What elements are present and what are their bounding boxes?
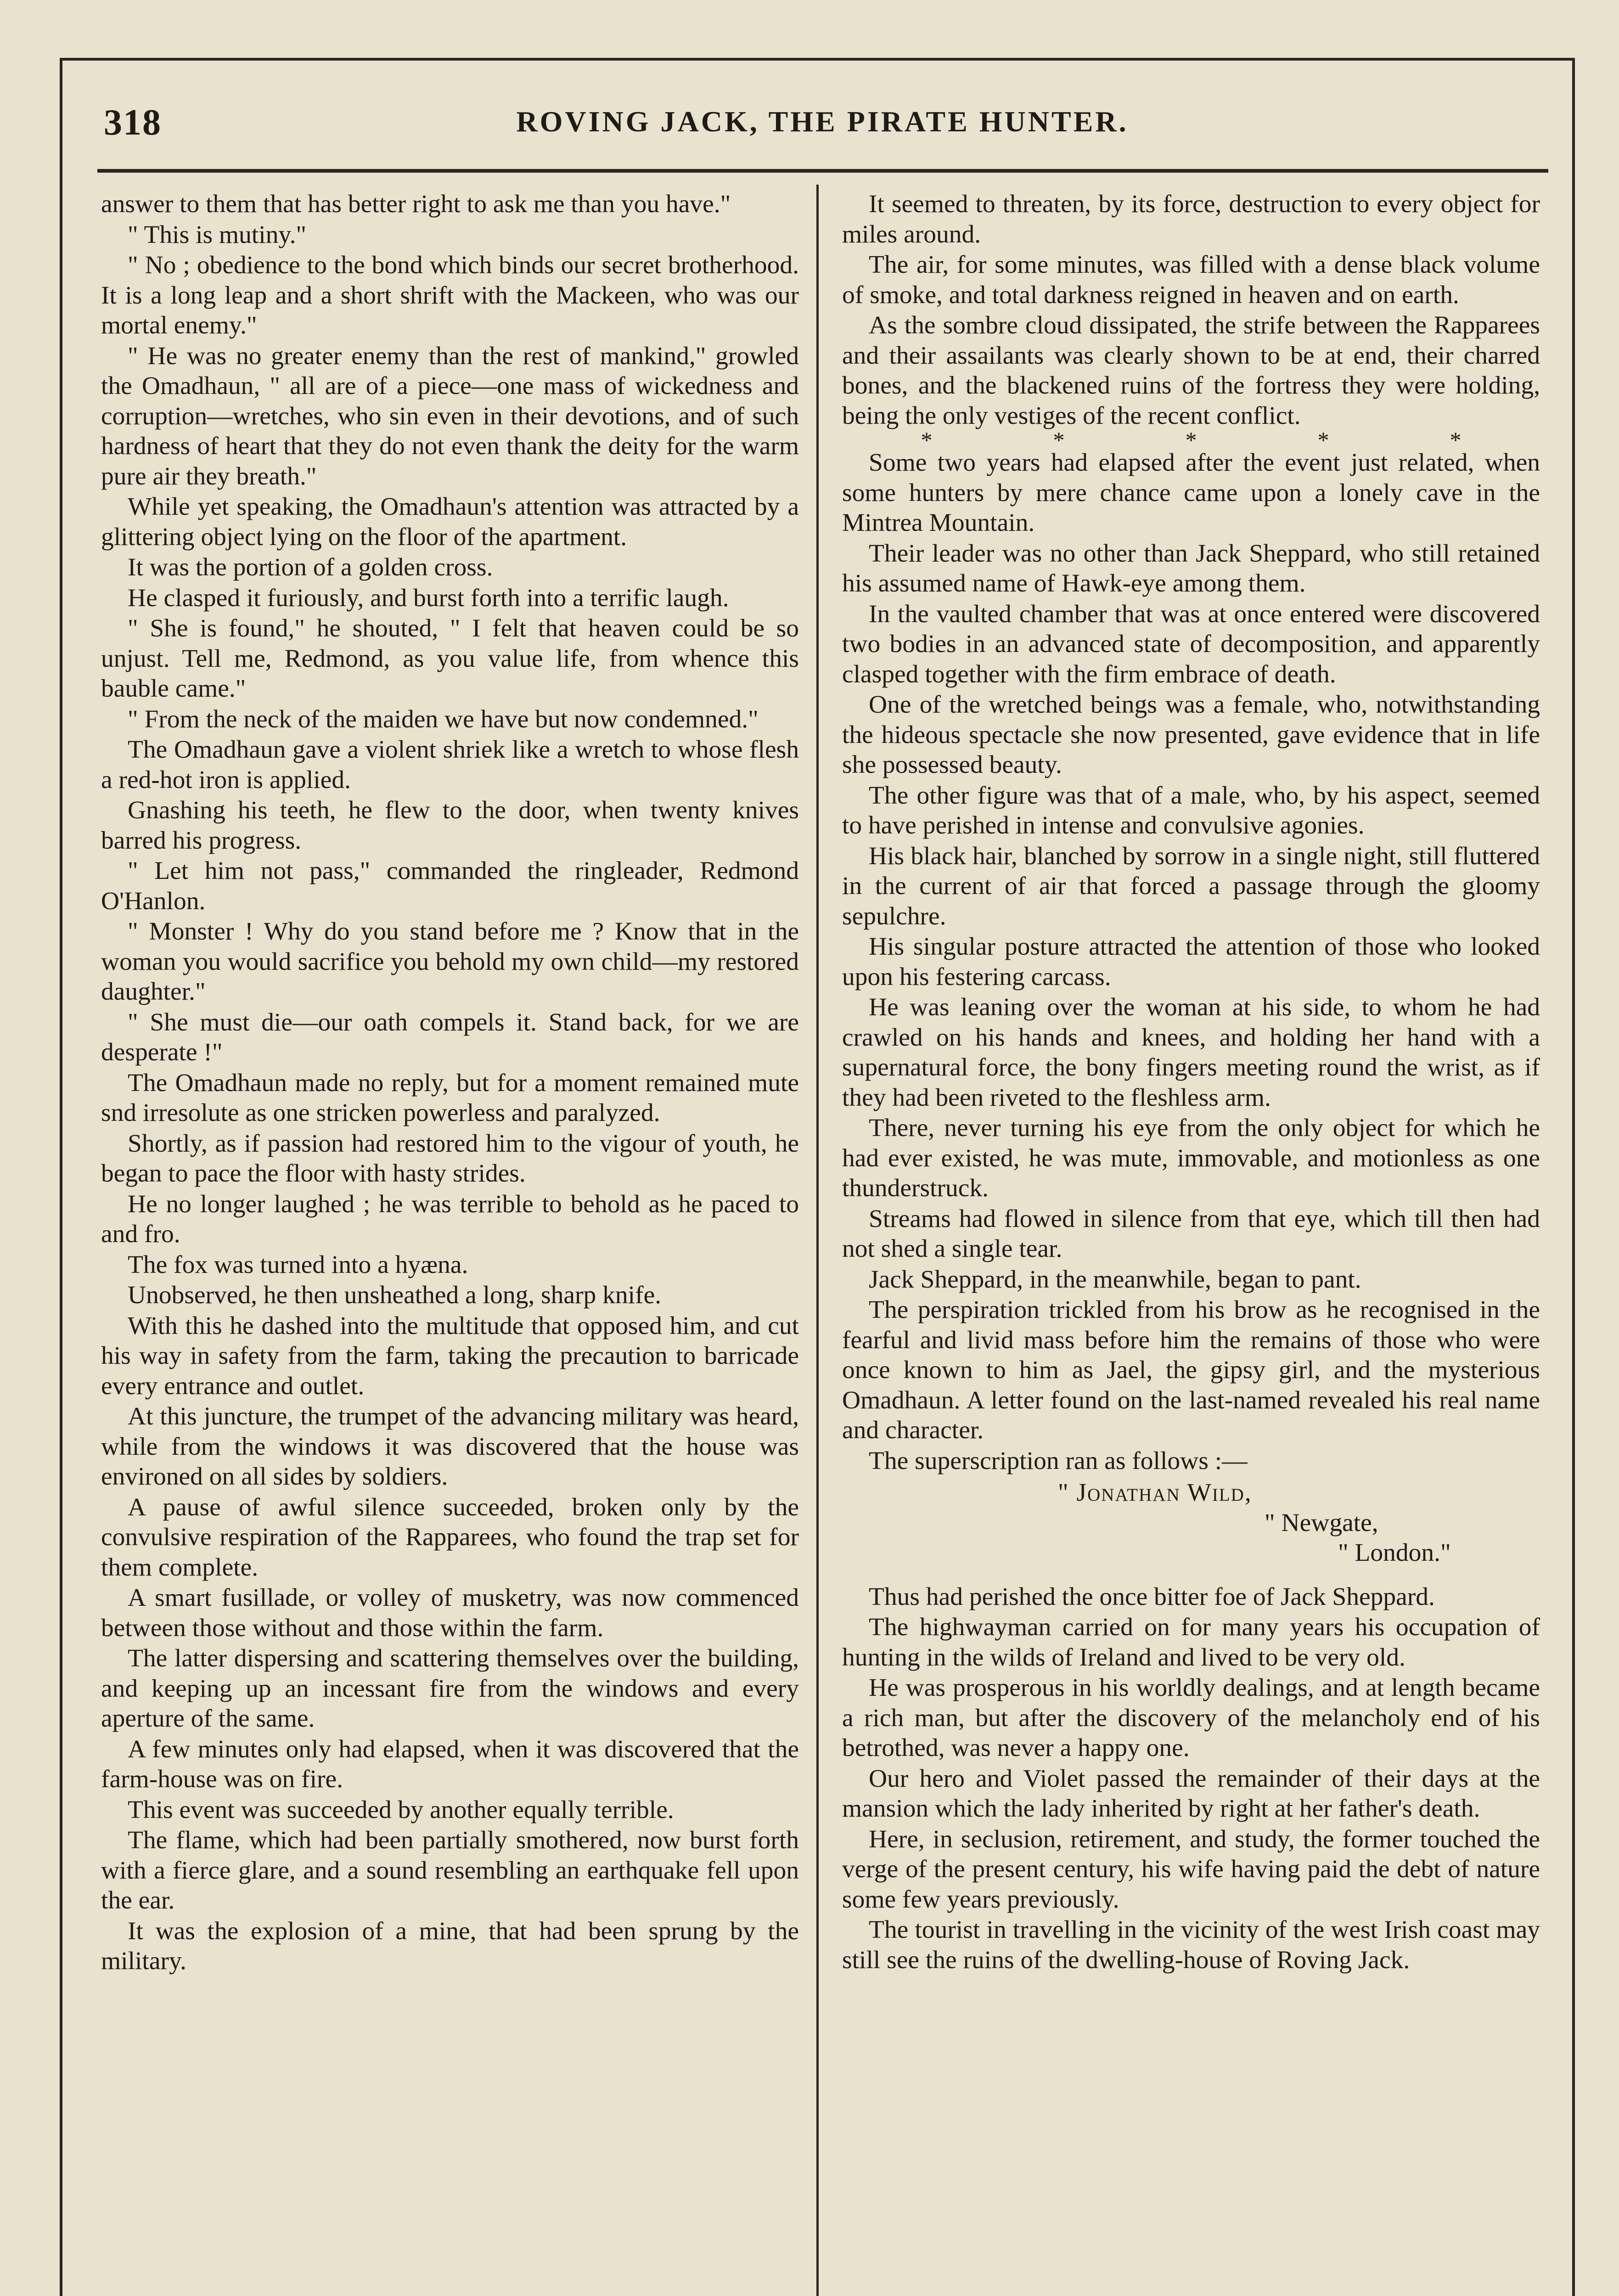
paragraph: Streams had flowed in silence from that eye, which till then had not shed a single tear. [842,1204,1540,1263]
paragraph: Our hero and Violet passed the remainder of their days at the mansion which the lady inherited by right at her father's death. [842,1764,1540,1823]
page-number: 318 [104,102,162,143]
paragraph: " This is mutiny." [128,220,307,249]
paragraph: " She is found," he shouted, " I felt that heaven could be so unjust. Tell me, Redmond, as you value life, from whence this bauble came." [101,614,799,703]
paragraph: It seemed to threaten, by its force, destruction to every object for miles around. [842,190,1540,248]
page-frame [60,58,1575,2296]
paragraph: While yet speaking, the Omadhaun's attention was attracted by a glittering object lying on the floor of the apartment. [101,493,799,551]
paragraph: Shortly, as if passion had restored him to the vigour of youth, he began to pace the floor with hasty strides. [101,1129,799,1187]
paragraph: In the vaulted chamber that was at once entered were discovered two bodies in an advanced state of decomposition, and apparently clasped together with the firm embrace of death. [842,600,1540,688]
paragraph: A pause of awful silence succeeded, broken only by the convulsive respiration of the Rapparees, who found the trap set for them complete. [101,1493,799,1581]
paragraph: Unobserved, he then unsheathed a long, sharp knife. [128,1281,662,1309]
paragraph: The Omadhaun gave a violent shriek like a wretch to whose flesh a red-hot iron is applied. [101,736,799,794]
paragraph: As the sombre cloud dissipated, the strife between the Rapparees and their assailants was clearly shown to be at end, their charred bones, and the blackened ruins of the fortress they were holding, being the only vestiges of the recent conflict. [842,311,1540,430]
paragraph: The highwayman carried on for many years his occupation of hunting in the wilds of Ireland and lived to be very old. [842,1613,1540,1671]
paragraph: " Monster ! Why do you stand before me ? Know that in the woman you would sacrifice you behold my own child—my restored daughter." [101,917,799,1006]
paragraph: The tourist in travelling in the vicinity of the west Irish coast may still see the ruins of the dwelling-house of Roving Jack. [842,1916,1540,1974]
paragraph: answer to them that has better right to ask me than you have." [101,190,731,218]
paragraph: A smart fusillade, or volley of musketry, was now commenced between those without and those within the farm. [101,1584,799,1642]
column-divider [816,185,819,2296]
paragraph: " She must die—our oath compels it. Stand back, for we are desperate !" [101,1008,799,1066]
superscription-place: " Newgate, [1265,1508,1378,1537]
paragraph: His black hair, blanched by sorrow in a single night, still fluttered in the current of air that forced a passage through the gloomy sepulchre. [842,842,1540,930]
letter-superscription [842,1478,1540,1568]
right-column-part-c [842,1582,1540,1975]
running-title: ROVING JACK, THE PIRATE HUNTER. [516,105,1129,138]
superscription-name: " Jonathan Wild, [1058,1479,1252,1507]
paragraph: " Let him not pass," commanded the ringleader, Redmond O'Hanlon. [101,857,799,915]
paragraph: Here, in seclusion, retirement, and study, the former touched the verge of the present century, his wife having paid the debt of nature some few years previously. [842,1825,1540,1913]
paragraph: It was the explosion of a mine, that had been sprung by the military. [101,1917,799,1975]
superscription-city: " London." [1338,1539,1451,1567]
paragraph: He no longer laughed ; he was terrible to behold as he paced to and fro. [101,1190,799,1248]
asterisk: * [1053,427,1065,453]
paragraph: Some two years had elapsed after the event just related, when some hunters by mere chance came upon a lonely cave in the Mintrea Mountain. [842,449,1540,537]
paragraph: He was prosperous in his worldly dealings, and at length became a rich man, but after the discovery of the melancholy end of his betrothed, was never a happy one. [842,1674,1540,1762]
paragraph: The perspiration trickled from his brow as he recognised in the fearful and livid mass before him the remains of those who were once known to him as Jael, the gipsy girl, and the mysterious Omadhaun. A letter found on the last-named revealed his real name and character. [842,1296,1540,1444]
paragraph: " No ; obedience to the bond which binds our secret brotherhood. It is a long leap and a short shrift with the Mackeen, who was our mortal enemy." [101,251,799,339]
paragraph: The flame, which had been partially smothered, now burst forth with a fierce glare, and a sound resembling an earthquake fell upon the ear. [101,1826,799,1914]
right-column-part-a [842,189,1540,431]
paragraph: " He was no greater enemy than the rest of mankind," growled the Omadhaun, " all are of a piece—one mass of wickedness and corruption—wretches, who sin even in their devotions, and of such hardness of heart that they do not even thank the deity for the warm pure air they breath." [101,342,799,490]
paragraph: The Omadhaun made no reply, but for a moment remained mute snd irresolute as one stricken powerless and paralyzed. [101,1069,799,1127]
paragraph: His singular posture attracted the attention of those who looked upon his festering carcass. [842,933,1540,991]
left-column [101,189,799,1977]
asterisk: * [921,427,933,453]
paragraph: At this juncture, the trumpet of the advancing military was heard, while from the windows it was discovered that the house was environed on all sides by soldiers. [101,1402,799,1491]
paragraph: " From the neck of the maiden we have but now condemned." [128,705,759,733]
asterisk: * [1317,427,1329,453]
paragraph: The superscription ran as follows :— [869,1446,1248,1475]
right-column-part-b [842,448,1540,1476]
page-header [104,97,1541,162]
paragraph: The latter dispersing and scattering themselves over the building, and keeping up an incessant fire from the windows and every aperture of the same. [101,1644,799,1733]
paragraph: There, never turning his eye from the only object for which he had ever existed, he was mute, immovable, and motionless as one thunderstruck. [842,1114,1540,1202]
right-column [842,189,1540,1975]
paragraph: The other figure was that of a male, who, by his aspect, seemed to have perished in intense and convulsive agonies. [842,781,1540,839]
paragraph: Thus had perished the once bitter foe of Jack Sheppard. [869,1582,1435,1611]
paragraph: It was the portion of a golden cross. [128,553,493,581]
paragraph: A few minutes only had elapsed, when it was discovered that the farm-house was on fire. [101,1735,799,1793]
paragraph: Gnashing his teeth, he flew to the door, when twenty knives barred his progress. [101,796,799,855]
paragraph: The air, for some minutes, was filled with a dense black volume of smoke, and total darkness reigned in heaven and on earth. [842,251,1540,309]
asterisk: * [1450,427,1462,453]
paragraph: Their leader was no other than Jack Sheppard, who still retained his assumed name of Hawk-eye among them. [842,539,1540,597]
paragraph: The fox was turned into a hyæna. [128,1250,468,1279]
asterisk: * [1185,427,1197,453]
paragraph: He clasped it furiously, and burst forth into a terrific laugh. [128,584,729,612]
header-rule [97,169,1548,173]
paragraph: One of the wretched beings was a female, who, notwithstanding the hideous spectacle she now presented, gave evidence that in life she possessed beauty. [842,691,1540,779]
paragraph: This event was succeeded by another equally terrible. [128,1795,674,1824]
paragraph: He was leaning over the woman at his side, to whom he had crawled on his hands and knees, and holding her hand with a supernatural force, the bony fingers meeting round the wrist, as if they had been riveted to the fleshless arm. [842,993,1540,1112]
paragraph: Jack Sheppard, in the meanwhile, began to pant. [869,1265,1361,1294]
paragraph: With this he dashed into the multitude that opposed him, and cut his way in safety from the farm, taking the precaution to barricade every entrance and outlet. [101,1311,799,1400]
